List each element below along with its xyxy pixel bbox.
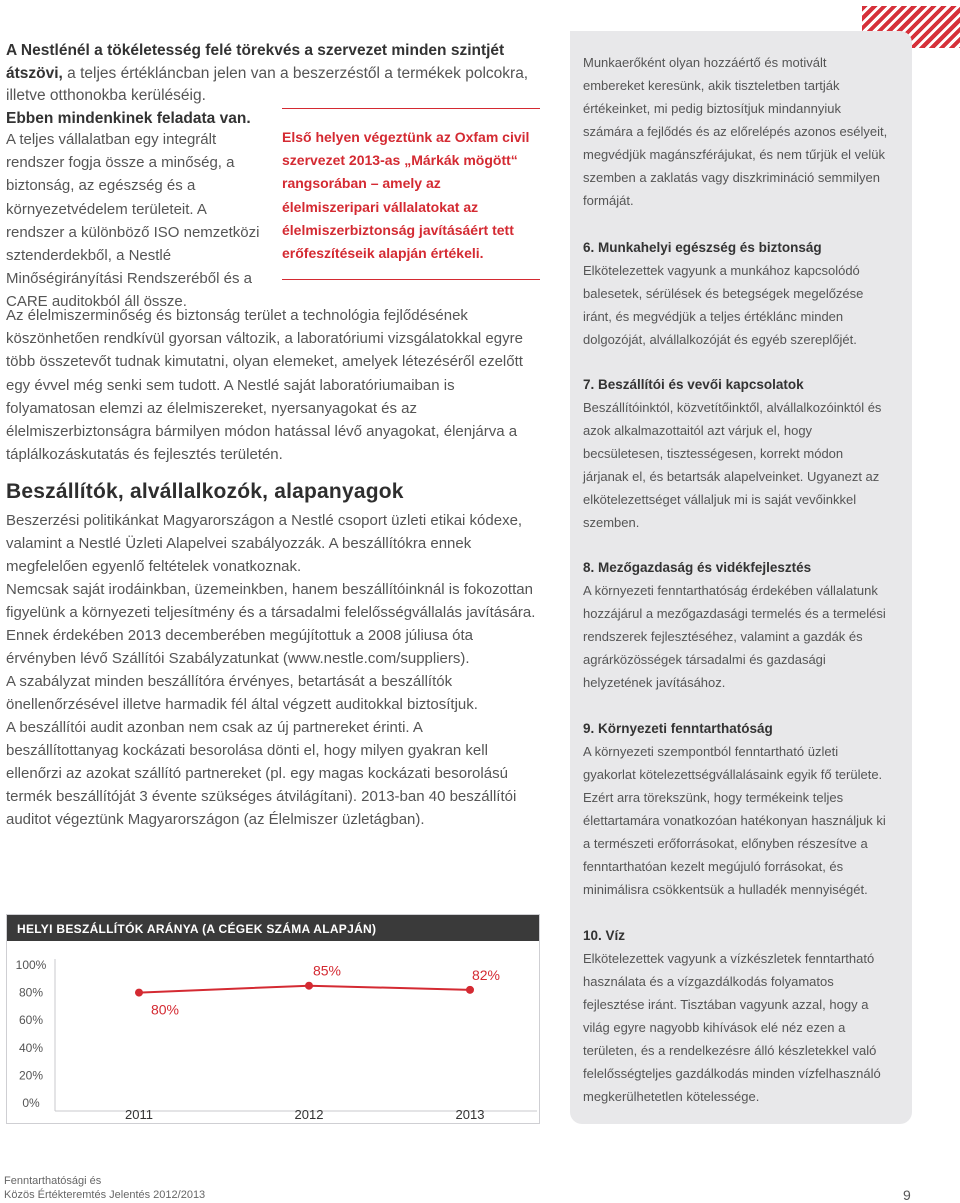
data-point <box>466 986 474 994</box>
sidebar-section <box>583 236 888 351</box>
sidebar-section-title: 8. Mezőgazdaság és vidékfejlesztés <box>583 560 812 575</box>
y-tick-label: 100% <box>15 958 47 972</box>
sidebar-section-text: A környezeti fenntarthatóság érdekében vállalatunk hozzájárul a mezőgazdasági termelés és a termelési rendszerek fejlesztéséhez, valamint a gazdák és agrárközösségek társadalmi és gazdasági helyzetének javításához. <box>583 583 886 690</box>
sidebar-section-title: 9. Környezeti fenntarthatóság <box>583 721 773 736</box>
principles-sidebar <box>570 31 912 1124</box>
lead-bold-intro: A Nestlénél a tökéletesség felé törekvés a szervezet minden szintjét átszövi, <box>6 42 505 82</box>
section-paragraph: A beszállítói audit azonban nem csak az új partnereket érinti. A beszállítottanyag kockázati besorolása dönti el, hogy milyen gyakran kell ellenőrzi az azokat szállító partnereket (pl. egy magas kockázati besorolású termék beszállítóját 3 évente szükséges átvilágítani). 2013-ban 40 beszállítói auditot végeztünk Magyarországon (az Élelmiszer üzletágban). <box>6 719 517 828</box>
body-paragraph <box>6 304 536 466</box>
sidebar-section-text: Elkötelezettek vagyunk a munkához kapcsolódó balesetek, sérülések és betegségek megelőzése iránt, és megvédjük a teljes értéklánc minden dolgozóját, alvállalkozóját és egyéb szereplőjét. <box>583 263 864 347</box>
series-line <box>139 986 470 993</box>
sidebar-section-title: 7. Beszállítói és vevői kapcsolatok <box>583 377 804 392</box>
section-paragraph: Nemcsak saját irodáinkban, üzemeinkben, hanem beszállítóinknál is fokozottan figyelünk a környezeti teljesítmény és a társadalmi felelősségvállalás javítására. Ennek érdekében 2013 decemberében megújítottuk a 2008 júliusa óta érvényben lévő Szállítói Szabályzatunkat (www.nestle.com/suppliers). <box>6 581 536 667</box>
sidebar-section-text: Elkötelezettek vagyunk a vízkészletek fenntartható használata és a vízgazdálkodás folyamatos fejlesztése iránt. Tisztában vagyunk azzal, hogy a világ egyre nagyobb kihívások elé néz ezen a területen, és a rendelkezésre álló készletekkel való felelősségteljes gazdálkodás minden vízfelhasználó megkerülhetetlen kötelessége. <box>583 951 881 1104</box>
section-heading: Beszállítók, alvállalkozók, alapanyagok <box>6 480 404 503</box>
data-point <box>135 989 143 997</box>
lead-bold-closing: Ebben mindenkinek feladata van. <box>6 109 251 127</box>
footer-line-2: Közös Értékteremtés Jelentés 2012/2013 <box>4 1189 206 1201</box>
lead-normal-text: a teljes értékláncban jelen van a beszerzéstől a termékek polcokra, illetve otthonokba kerüléséig. <box>6 64 529 104</box>
y-tick-label: 40% <box>18 1040 44 1055</box>
sidebar-section <box>583 373 888 534</box>
sidebar-intro <box>583 51 888 212</box>
left-column-text: A teljes vállalatban egy integrált rendszer fogja össze a minőség, a biztonság, az egészség és a környezetvédelem területeit. A rendszer a különböző ISO nemzetközi sztenderdekből, a Nestlé Minőségirányítási Rendszeréből és a CARE auditokból áll össze. <box>6 131 260 311</box>
x-tick-label: 2011 <box>125 1107 153 1122</box>
footer <box>4 1174 205 1202</box>
sidebar-section <box>583 556 888 694</box>
section-paragraph: A szabályzat minden beszállítóra érvényes, betartását a beszállítók önellenőrzésével illetve harmadik fél által végzett auditokkal biztosítjuk. <box>6 673 478 713</box>
sidebar-section-title: 10. Víz <box>583 928 626 943</box>
y-tick-label: 20% <box>18 1068 44 1083</box>
sidebar-intro-text: Munkaerőként olyan hozzáértő és motivált embereket keresünk, akik tiszteletben tartják értékeinket, mi pedig biztosítjuk mindannyiuk számára a fejlődés és az előrelépés azonos esélyeit, megvédjük magánszférájukat, és nem tűrjük el velük szemben a zaklatás vagy diszkrimináció semmilyen formáját. <box>583 55 888 208</box>
data-label: 82% <box>471 966 501 983</box>
sidebar-section <box>583 924 888 1108</box>
chart-title: HELYI BESZÁLLÍTÓK ARÁNYA (A CÉGEK SZÁMA ALAPJÁN) <box>7 915 539 941</box>
y-tick-label: 80% <box>18 985 44 1000</box>
page-number: 9 <box>903 1187 911 1203</box>
data-label: 80% <box>150 1001 180 1018</box>
sidebar-section-text: A környezeti szempontból fenntartható üzleti gyakorlat kötelezettségvállalásaink egyik fő területe. Ezért arra törekszünk, hogy termékeink teljes élettartamára vonatkozóan hatékonyan használjuk ki a természeti erőforrásokat, előnyben részesítve a fenntarthatóan kezelt megújuló forrásokat, és minimálisra csökkentsük a hulladék mennyiségét. <box>583 744 886 897</box>
sidebar-section <box>583 717 888 901</box>
chart-plot <box>7 941 539 1123</box>
sidebar-section-text: Beszállítóinktól, közvetítőinktől, alvállalkozóinktól és azok alkalmazottaitól azt várjuk el, hogy becsületesen, tisztességesen, korrekt módon járjanak el, és betartsák alapelveinket. Ugyanezt az elkötelezettséget vállaljuk mi is saját vevőinkkel szemben. <box>583 400 882 530</box>
section-paragraph: Beszerzési politikánkat Magyarországon a Nestlé csoport üzleti etikai kódexe, valamint a Nestlé Üzleti Alapelvei szabályozzák. A beszállítókra ennek megfelelően egyenlő feltételek vonatkoznak. <box>6 512 523 575</box>
x-tick-label: 2013 <box>455 1107 485 1122</box>
y-tick-label: 0% <box>22 1096 40 1110</box>
pull-quote: Első helyen végeztünk az Oxfam civil szervezet 2013-as „Márkák mögött“ rangsorában – amely az élelmiszeripari vállalatokat az élelmiszerbiztonság javításáért tett erőfeszítéseik alapján értékeli. <box>282 108 540 280</box>
x-tick-label: 2012 <box>294 1107 324 1122</box>
footer-line-1: Fenntarthatósági és <box>4 1175 102 1187</box>
para-food-safety: Az élelmiszerminőség és biztonság terület a technológia fejlődésének köszönhetően rendkívül gyorsan változik, a laboratóriumi vizsgálatokkal egyre több összetevőt tudnak kimutatni, olyan elemeket, amelyek létezéséről ezelőtt egy évvel még senki sem tudott. A Nestlé saját laboratóriumaiban is folyamatosan elemzi az élelmiszereket, nyersanyagokat és az élelmiszerbiztonságra bármilyen módon hatással lévő anyagokat, élenjárva a táplálkozáskutatás és fejlesztés területén. <box>6 307 523 464</box>
sidebar-section-title: 6. Munkahelyi egészség és biztonság <box>583 240 822 255</box>
y-tick-label: 60% <box>18 1013 44 1028</box>
section-body <box>6 509 536 831</box>
data-label: 85% <box>312 962 342 979</box>
data-point <box>305 982 313 990</box>
local-suppliers-chart <box>6 914 540 1124</box>
